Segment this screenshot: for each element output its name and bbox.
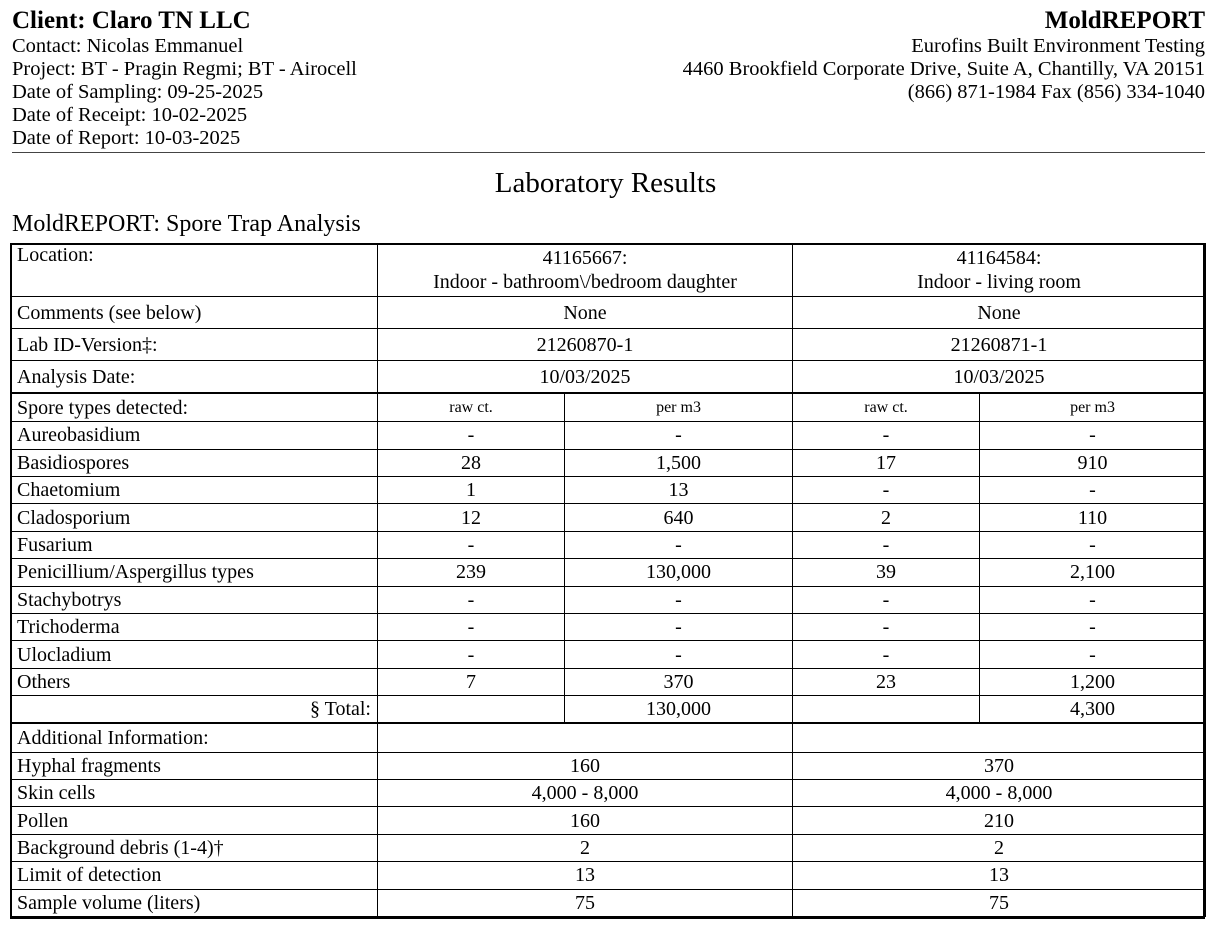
sample-1-raw-count: 239 (378, 559, 565, 586)
additional-name: Hyphal fragments (11, 752, 378, 779)
comments-row (11, 297, 1206, 329)
lab-address: 4460 Brookfield Corporate Drive, Suite A, Chantilly, VA 20151 (682, 58, 1205, 80)
sample-2-comments: None (793, 297, 1206, 329)
spore-rows (11, 422, 1206, 696)
sample-1-lab-id: 21260870-1 (378, 329, 793, 361)
spore-name: Cladosporium (11, 504, 378, 531)
sample-1-per-m3: 13 (565, 476, 793, 503)
section-title: MoldREPORT: Spore Trap Analysis (12, 211, 361, 237)
sample-2-per-m3: - (980, 586, 1206, 613)
sample-1-per-m3: - (565, 586, 793, 613)
report-header (12, 6, 1205, 153)
sample-2-raw-count: 23 (793, 668, 980, 695)
total-label: § Total: (11, 696, 378, 724)
sample-1-per-m3: - (565, 613, 793, 640)
page-title: Laboratory Results (494, 167, 717, 199)
spore-row (11, 422, 1206, 449)
additional-name: Pollen (11, 807, 378, 834)
sample-1-total-m3: 130,000 (565, 696, 793, 724)
spore-row (11, 613, 1206, 640)
sample-1-raw-header: raw ct. (378, 393, 565, 422)
sample-1-additional-value: 75 (378, 889, 793, 916)
sample-2-additional-value: 4,000 - 8,000 (793, 780, 1206, 807)
brand-name: MoldREPORT (1044, 7, 1205, 34)
sample-1-raw-count: 12 (378, 504, 565, 531)
spore-row (11, 641, 1206, 668)
sample-2-raw-count: 17 (793, 449, 980, 476)
sample-2-id: 41164584: (956, 247, 1042, 269)
sample-2-raw-count: - (793, 531, 980, 558)
additional-row (11, 834, 1206, 861)
sample-1-additional-value: 160 (378, 807, 793, 834)
sample-1-raw-count: - (378, 531, 565, 558)
sample-1-per-m3: 130,000 (565, 559, 793, 586)
additional-name: Background debris (1-4)† (11, 834, 378, 861)
sample-2-raw-count: - (793, 476, 980, 503)
spore-row (11, 476, 1206, 503)
sample-1-raw-count: - (378, 613, 565, 640)
location-row (11, 244, 1206, 297)
spore-name: Aureobasidium (11, 422, 378, 449)
client-name: Client: Claro TN LLC (12, 7, 251, 34)
sample-1-location (378, 244, 793, 297)
spore-name: Chaetomium (11, 476, 378, 503)
sample-1-m3-header: per m3 (565, 393, 793, 422)
sample-2-per-m3: - (980, 641, 1206, 668)
date-of-sampling: Date of Sampling: 09-25-2025 (12, 81, 264, 103)
sample-2-per-m3: 1,200 (980, 668, 1206, 695)
sample-2-per-m3: - (980, 531, 1206, 558)
spore-row (11, 531, 1206, 558)
lab-info (683, 6, 1205, 104)
analysis-date-label: Analysis Date: (11, 361, 378, 394)
sample-2-location (793, 244, 1206, 297)
additional-row (11, 752, 1206, 779)
spore-name: Others (11, 668, 378, 695)
sample-2-additional-value: 2 (793, 834, 1206, 861)
sample-1-per-m3: 640 (565, 504, 793, 531)
sample-1-per-m3: - (565, 641, 793, 668)
spore-name: Penicillium/Aspergillus types (11, 559, 378, 586)
additional-name: Sample volume (liters) (11, 889, 378, 916)
sample-2-additional-value: 210 (793, 807, 1206, 834)
lab-name: Eurofins Built Environment Testing (911, 35, 1205, 57)
additional-row (11, 862, 1206, 889)
sample-2-total-raw (793, 696, 980, 724)
sample-1-per-m3: - (565, 422, 793, 449)
sample-2-analysis-date: 10/03/2025 (793, 361, 1206, 394)
sample-2-additional-blank (793, 723, 1206, 752)
spore-name: Ulocladium (11, 641, 378, 668)
sample-1-additional-value: 160 (378, 752, 793, 779)
total-row (11, 696, 1206, 724)
sample-2-location-text: Indoor - living room (917, 271, 1081, 293)
sample-2-raw-header: raw ct. (793, 393, 980, 422)
sample-2-lab-id: 21260871-1 (793, 329, 1206, 361)
sample-2-raw-count: - (793, 613, 980, 640)
additional-row (11, 807, 1206, 834)
sample-2-total-m3: 4,300 (980, 696, 1206, 724)
sample-1-raw-count: - (378, 586, 565, 613)
sample-2-raw-count: - (793, 586, 980, 613)
sample-1-per-m3: 1,500 (565, 449, 793, 476)
client-info (12, 6, 357, 150)
spore-types-label: Spore types detected: (11, 393, 378, 422)
additional-name: Limit of detection (11, 862, 378, 889)
spore-row (11, 559, 1206, 586)
sample-2-raw-count: 39 (793, 559, 980, 586)
analysis-date-row (11, 361, 1206, 394)
sample-1-id: 41165667: (542, 247, 628, 269)
sample-1-raw-count: 1 (378, 476, 565, 503)
additional-name: Skin cells (11, 780, 378, 807)
sample-2-m3-header: per m3 (980, 393, 1206, 422)
spore-header-row (11, 393, 1206, 422)
comments-label: Comments (see below) (11, 297, 378, 329)
additional-header-row (11, 723, 1206, 752)
sample-2-per-m3: - (980, 422, 1206, 449)
sample-2-per-m3: 110 (980, 504, 1206, 531)
sample-1-raw-count: - (378, 641, 565, 668)
sample-2-raw-count: 2 (793, 504, 980, 531)
spore-row (11, 449, 1206, 476)
sample-1-analysis-date: 10/03/2025 (378, 361, 793, 394)
sample-1-additional-value: 2 (378, 834, 793, 861)
lab-id-row (11, 329, 1206, 361)
additional-rows (11, 752, 1206, 916)
contact: Contact: Nicolas Emmanuel (12, 35, 244, 57)
sample-1-raw-count: - (378, 422, 565, 449)
lab-phone: (866) 871-1984 Fax (856) 334-1040 (907, 81, 1205, 103)
date-of-report: Date of Report: 10-03-2025 (12, 127, 241, 149)
sample-1-per-m3: - (565, 531, 793, 558)
sample-1-comments: None (378, 297, 793, 329)
sample-1-per-m3: 370 (565, 668, 793, 695)
date-of-receipt: Date of Receipt: 10-02-2025 (12, 104, 248, 126)
sample-2-raw-count: - (793, 422, 980, 449)
spore-name: Trichoderma (11, 613, 378, 640)
sample-2-per-m3: 2,100 (980, 559, 1206, 586)
sample-1-raw-count: 7 (378, 668, 565, 695)
sample-1-raw-count: 28 (378, 449, 565, 476)
results-table (10, 243, 1206, 917)
sample-2-additional-value: 13 (793, 862, 1206, 889)
additional-row (11, 780, 1206, 807)
spore-row (11, 668, 1206, 695)
spore-name: Fusarium (11, 531, 378, 558)
location-label: Location: (11, 244, 378, 297)
sample-1-additional-value: 13 (378, 862, 793, 889)
sample-2-per-m3: - (980, 476, 1206, 503)
additional-row (11, 889, 1206, 916)
additional-label: Additional Information: (11, 723, 378, 752)
spore-row (11, 586, 1206, 613)
sample-1-additional-value: 4,000 - 8,000 (378, 780, 793, 807)
sample-2-per-m3: 910 (980, 449, 1206, 476)
sample-2-per-m3: - (980, 613, 1206, 640)
sample-2-additional-value: 75 (793, 889, 1206, 916)
sample-1-total-raw (378, 696, 565, 724)
sample-1-additional-blank (378, 723, 793, 752)
sample-1-location-text: Indoor - bathroom\/bedroom daughter (433, 271, 737, 293)
spore-name: Stachybotrys (11, 586, 378, 613)
project: Project: BT - Pragin Regmi; BT - Airocell (12, 58, 357, 80)
spore-row (11, 504, 1206, 531)
spore-name: Basidiospores (11, 449, 378, 476)
lab-id-label: Lab ID-Version‡: (11, 329, 378, 361)
sample-2-additional-value: 370 (793, 752, 1206, 779)
sample-2-raw-count: - (793, 641, 980, 668)
